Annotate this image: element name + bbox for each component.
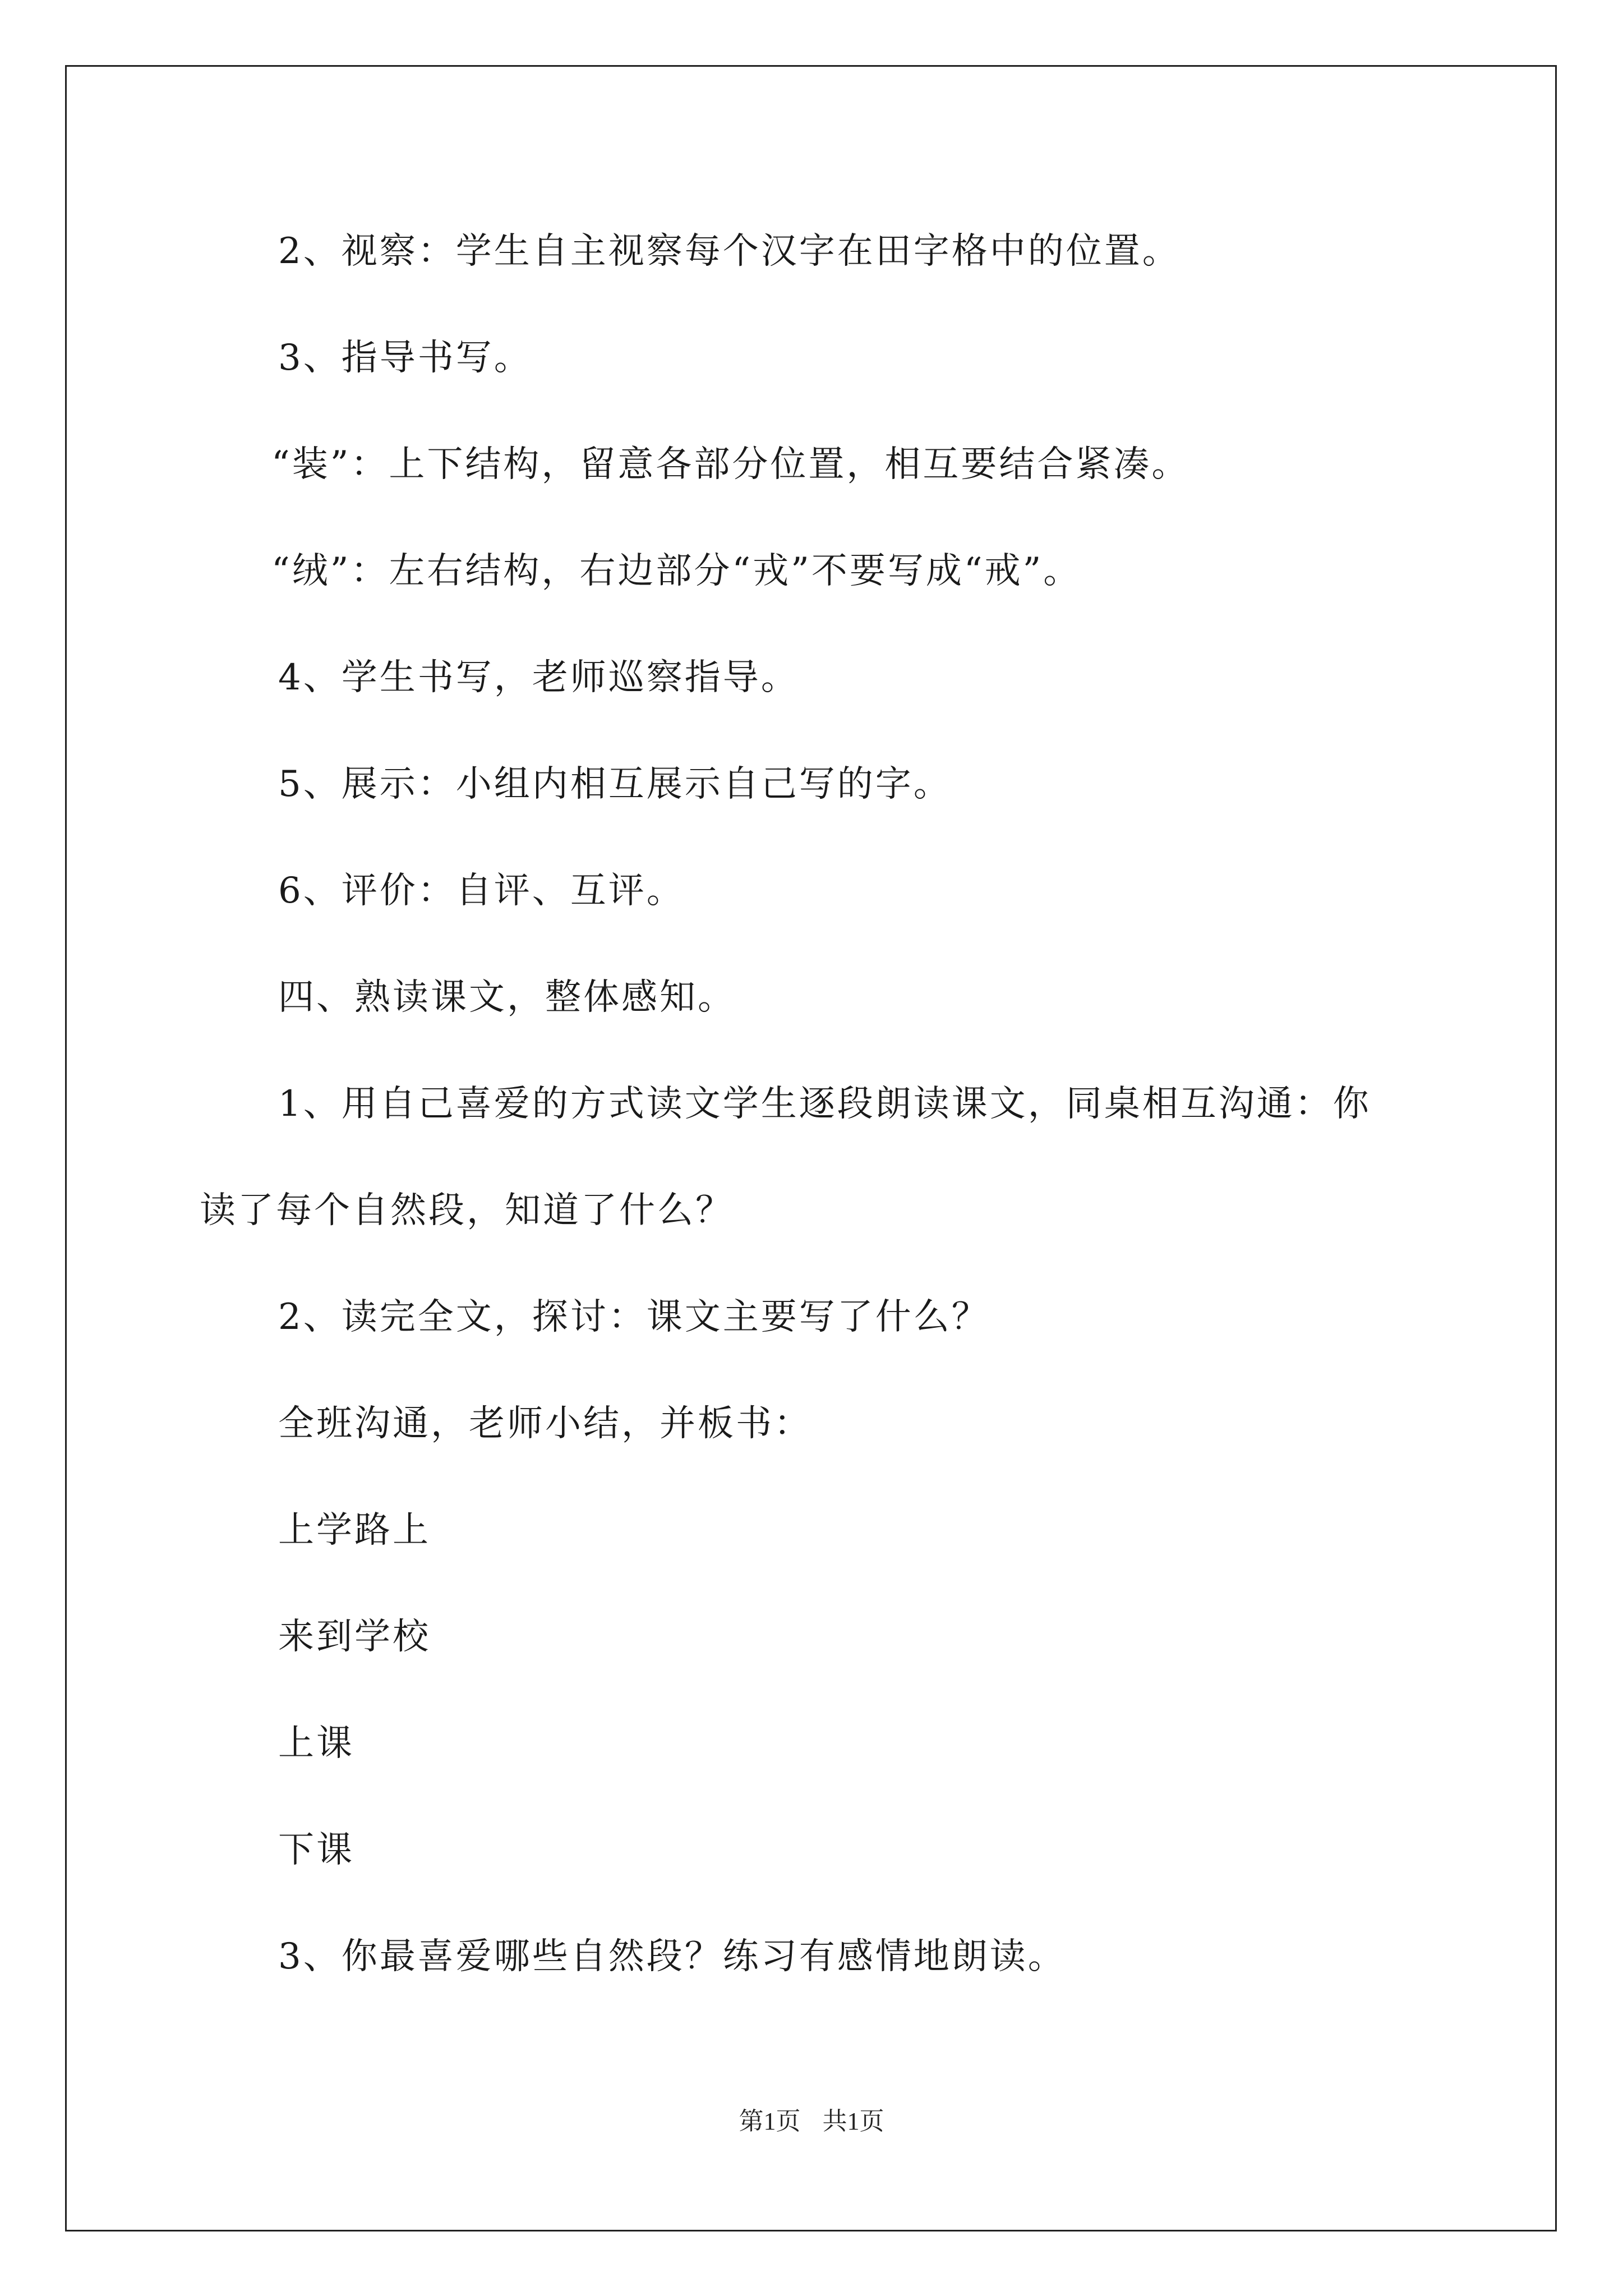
text-line-class-summary: 全班沟通，老师小结，并板书：: [278, 1403, 812, 1444]
text-line-board-1: 上学路上: [278, 1510, 431, 1551]
text-line-student-writing: 4、学生书写，老师巡察指导。: [278, 657, 799, 698]
text-line-favorite: 3、你最喜爱哪些自然段？练习有感情地朗读。: [278, 1936, 1066, 1977]
text-line-board-4: 下课: [278, 1829, 354, 1871]
text-line-section-four: 四、熟读课文，整体感知。: [278, 977, 736, 1018]
page-number: 第1页: [739, 2108, 801, 2135]
text-line-read-method-cont: 读了每个自然段，知道了什么？: [200, 1190, 734, 1231]
text-line-read-full: 2、读完全文，探讨：课文主要写了什么？: [278, 1296, 990, 1338]
text-line-display: 5、展示：小组内相互展示自己写的字。: [278, 763, 952, 805]
text-line-read-method: 1、用自己喜爱的方式读文学生逐段朗读课文，同桌相互沟通：你: [278, 1083, 1371, 1125]
text-line-zhuang: “装”：上下结构，留意各部分位置，相互要结合紧凑。: [271, 444, 1190, 485]
text-line-rong: “绒”：左右结构，右边部分“戎”不要写成“戒”。: [271, 550, 1082, 592]
text-line-evaluate: 6、评价：自评、互评。: [278, 870, 685, 912]
page-total: 共1页: [822, 2108, 884, 2135]
text-line-board-3: 上课: [278, 1723, 354, 1764]
text-line-board-2: 来到学校: [278, 1616, 431, 1658]
page-footer: [0, 2105, 1623, 2138]
text-line-observe: 2、视察：学生自主视察每个汉字在田字格中的位置。: [278, 231, 1181, 272]
page-border: [65, 65, 1557, 2231]
text-line-guide-writing: 3、指导书写。: [278, 337, 532, 379]
